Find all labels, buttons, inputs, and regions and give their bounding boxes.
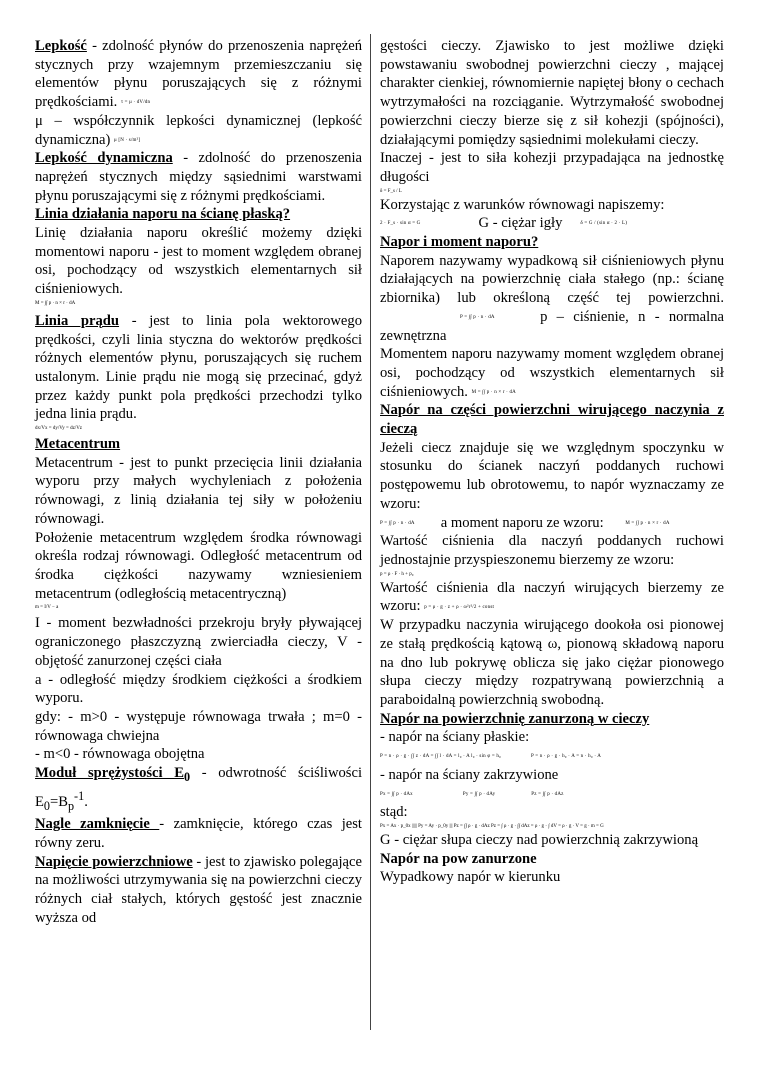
formula-py: Py = ∫∫ p · dAy xyxy=(462,791,496,797)
formula-moment-naporu-right: M = ∫∫ p · n × r · dA xyxy=(471,389,516,395)
paragraph-odleglosc-a: a - odległość między środkiem ciężkości a środkiem wyporu. xyxy=(35,671,362,707)
right-column xyxy=(380,37,724,887)
column-divider xyxy=(370,34,371,1030)
formula-delta: δ = F_s / L xyxy=(380,188,402,194)
formula-moment-wirujace: M = ∫∫ p · n × r · dA xyxy=(625,520,670,526)
paragraph-naczynie-wirujace: W przypadku naczynia wirującego dookoła osi pionowej ze stałą prędkością kątową ω, pionową składową naporu na dno lub pokrywę oblicza się jako ciężar pionowego słupa cieczy między rozpatrywaną powierzchnią a paraboidalną powierzchnią swobodną. xyxy=(380,617,724,708)
heading-napor-pow-zanurzone: Napór na pow zanurzone xyxy=(380,850,537,867)
heading-nagle-zamkniecie: Nagle zamknięcie xyxy=(35,816,160,833)
paragraph-linia-pradu: Linia prądu - jest to linia pola wektorowego prędkości, czyli linia styczna do wektorów prędkości różnych elementów płynu, poruszających się ruchem ustalonym. Linie prądu nie mogą się przecinać, gdyż przez każdy punkt pola prędkości przechodzi tylko jedna linia prądu. xyxy=(35,312,362,423)
paragraph-modul-sprezystosci: Moduł sprężystości $E_0$ - odwrotność ściśliwości $E_0=B_p^{-1}$. xyxy=(35,765,362,813)
paragraph-rownowaga-igly: Korzystając z warunków równowagi napiszemy: xyxy=(380,196,665,213)
formula-moment-naporu-left: M = ∫∫ p · n × r · dA xyxy=(35,300,76,306)
left-column xyxy=(35,37,362,927)
paragraph-napor: Naporem nazywamy wypadkową sił ciśnieniowych płynu działających na powierzchnię ciała stałego (np.: ścianę zbiornika) lub określoną część tej powierzchni. P = ∫∫ p · n · dA p – ciśnienie, n - normalna zewnętrzna xyxy=(380,252,724,344)
paragraph-napiecie-cont: gęstości cieczy. Zjawisko to jest możliwe dzięki powstawaniu swobodnej powierzchni cieczy , mającej charakter cienkiej, równomiernie napiętej błony o cechach wytrzymałości na rozciąganie. Wytrzymałość swobodnej powierzchni cieczy bierze się z sił kohezji (spójności), działającymi pomiędzy sąsiednimi molekułami cieczy. xyxy=(380,38,724,148)
formula-mu-unit: μ [N · s/m²] xyxy=(114,137,141,143)
paragraph-moment-wzor: P = ∫∫ p · n · dA a moment naporu ze wzoru: M = ∫∫ p · n × r · dA xyxy=(380,514,670,531)
heading-linia-pradu: Linia prądu xyxy=(35,312,120,329)
paragraph-polozenie-metacentrum: Położenie metacentrum względem środka równowagi określa rodzaj równowagi. Odległość metacentrum od środka ciężkości nazywamy wzniesieniem metacentrum (odległością metacentryczną) xyxy=(35,529,362,602)
formula-pz: Pz = ∫∫ p · dAz xyxy=(531,791,564,797)
paragraph-rownowaga-obojetna: - m<0 - równowaga obojętna xyxy=(35,746,205,763)
heading-napor-wirujace: Napór na części powierzchni wirującego naczynia z cieczą xyxy=(380,402,724,438)
heading-linia-dzialania: Linia działania naporu na ścianę płaską? xyxy=(35,206,291,223)
formula-px: Px = ∫∫ p · dAx xyxy=(380,791,413,797)
heading-napor-moment: Napor i moment naporu? xyxy=(380,234,539,251)
paragraph-sila-kohezji: Inaczej - jest to siła kohezji przypadająca na jednostkę długości xyxy=(380,150,724,185)
formula-cisnienie-przyspieszone: p = ρ · F · h + p₀ xyxy=(380,571,414,577)
paragraph-napor-wirujace: Jeżeli ciecz znajduje się we względnym spoczynku w stosunku do ścianek naczyń poddanych ruchowi postępowemu lub obrotowemu, to napór wyznaczamy ze wzoru: xyxy=(380,439,724,512)
formula-napor-plaski-2: P = n · ρ · g · h₀ · A = n · h₀ · A xyxy=(530,754,602,760)
formula-stad: Px = Ax · p_0x ||||| Py = Ay · p_0y ||| Pz = ∫∫ ρ · g · dAz Pz = ∫ ρ · g · ∫∫ dAz = ρ · g · ∫ dV = ρ · g · V = g · m = G xyxy=(380,823,604,829)
paragraph-sciany-plaskie: - napór na ściany płaskie: xyxy=(380,729,530,746)
formula-linia-pradu: dx/Vx = dy/Vy = dz/Vz xyxy=(35,426,83,432)
paragraph-lepkosc-dynamiczna: Lepkość dynamiczna - zdolność do przenoszenia naprężeń stycznych między sąsiednimi warstwami płynu poruszającymi się z różnymi prędkościami. xyxy=(35,150,363,204)
formula-delta-igly: δ = G / (sin α · 2 · L) xyxy=(580,221,628,227)
formula-napor: P = ∫∫ p · n · dA xyxy=(460,315,495,320)
heading-lepkosc: Lepkość xyxy=(35,38,87,54)
formula-metacentrum: m = I/V − a xyxy=(35,605,59,611)
heading-napiecie-powierzchniowe: Napięcie powierzchniowe xyxy=(35,853,193,870)
formula-lepkosc: τ = μ · dV/dn xyxy=(120,100,151,106)
paragraph-ciezar-igly: 2 · F_s · sin α = G G - ciężar igły δ = G / (sin α · 2 · L) xyxy=(380,215,628,232)
paragraph-metacentrum: Metacentrum - jest to punkt przecięcia linii działania wyporu przy małych wychyleniach z położenia równowagi, z linią działania tej siły w położeniu równowagi. xyxy=(35,454,362,527)
paragraph-ciezar-slupa: G - ciężar słupa cieczy nad powierzchnią zakrzywioną xyxy=(380,831,699,848)
paragraph-cisnienie-przyspieszone: Wartość ciśnienia dla naczyń poddanych ruchowi jednostajnie przyspieszonemu bierzemy ze wzoru: xyxy=(380,533,724,568)
paragraph-mu: μ – współczynnik lepkości dynamicznej (lepkość dynamiczna) μ [N · s/m²] xyxy=(35,112,362,148)
paragraph-wypadkowy-napor: Wypadkowy napór w kierunku xyxy=(380,869,561,886)
paragraph-moment-bezwladnosci: I - moment bezwładności przekroju bryły pływającej ograniczonego płaszczyzną zwierciadła cieczy, V - objętość zanurzonej części ciała xyxy=(35,615,362,669)
paragraph-napiecie-powierzchniowe: Napięcie powierzchniowe - jest to zjawisko polegające na możliwości utrzymywania się na powierzchni cieczy różnych ciał stałych, których gęstość jest znacznie wyższa od xyxy=(35,853,362,926)
formula-rownowaga-igly: 2 · F_s · sin α = G xyxy=(380,221,421,227)
formula-row-plaskie xyxy=(380,747,724,766)
paragraph-nagle-zamkniecie: Nagle zamknięcie - zamknięcie, którego czas jest równy zeru. xyxy=(35,816,362,851)
heading-metacentrum: Metacentrum xyxy=(35,436,121,453)
paragraph-moment-naporu: Momentem naporu nazywamy moment względem obranej osi, pochodzący od wszystkich elementarnych sił ciśnieniowych. M = ∫∫ p · n × r · dA xyxy=(380,346,724,400)
paragraph-stad: stąd: xyxy=(380,804,408,821)
paragraph-lepkosc: Lepkość - zdolność płynów do przenoszenia naprężeń stycznych przy wzajemnym przemieszczaniu się elementów płynu poruszających się z różnymi prędkościami. τ = μ · dV/dn xyxy=(35,38,362,111)
heading-lepkosc-dynamiczna: Lepkość dynamiczna xyxy=(35,150,173,167)
paragraph-cisnienie-wirujace: Wartość ciśnienia dla naczyń wirujących bierzemy ze wzoru: p = ρ · g · z + ρ · ω²r²/2 + const xyxy=(380,579,724,615)
formula-row-zakrzywione xyxy=(380,784,724,803)
heading-modul-sprezystosci: Moduł sprężystości $E_0$ xyxy=(35,765,191,784)
heading-powierzchnia-zanurzona: Napór na powierzchnię zanurzoną w cieczy xyxy=(380,710,650,727)
formula-cisnienie-wirujace: p = ρ · g · z + ρ · ω²r²/2 + const xyxy=(424,604,495,610)
paragraph-rownowaga: gdy: - m>0 - występuje równowaga trwała ; m=0 - równowaga chwiejna xyxy=(35,708,362,744)
paragraph-linia-dzialania: Linię działania naporu określić możemy dzięki momentowi naporu - jest to moment względem obranej osi, pochodzący od wszystkich elementarnych sił ciśnieniowych. xyxy=(35,225,362,298)
paragraph-sciany-zakrzywione: - napór na ściany zakrzywione xyxy=(380,766,559,783)
formula-napor-plaski-1: P = n · ρ · g · ∫∫ z · dA = ∫∫ l · dA = l₀ · A l₀ · sin φ = h₀ xyxy=(380,754,501,760)
formula-napor-wirujace: P = ∫∫ p · n · dA xyxy=(380,520,415,526)
